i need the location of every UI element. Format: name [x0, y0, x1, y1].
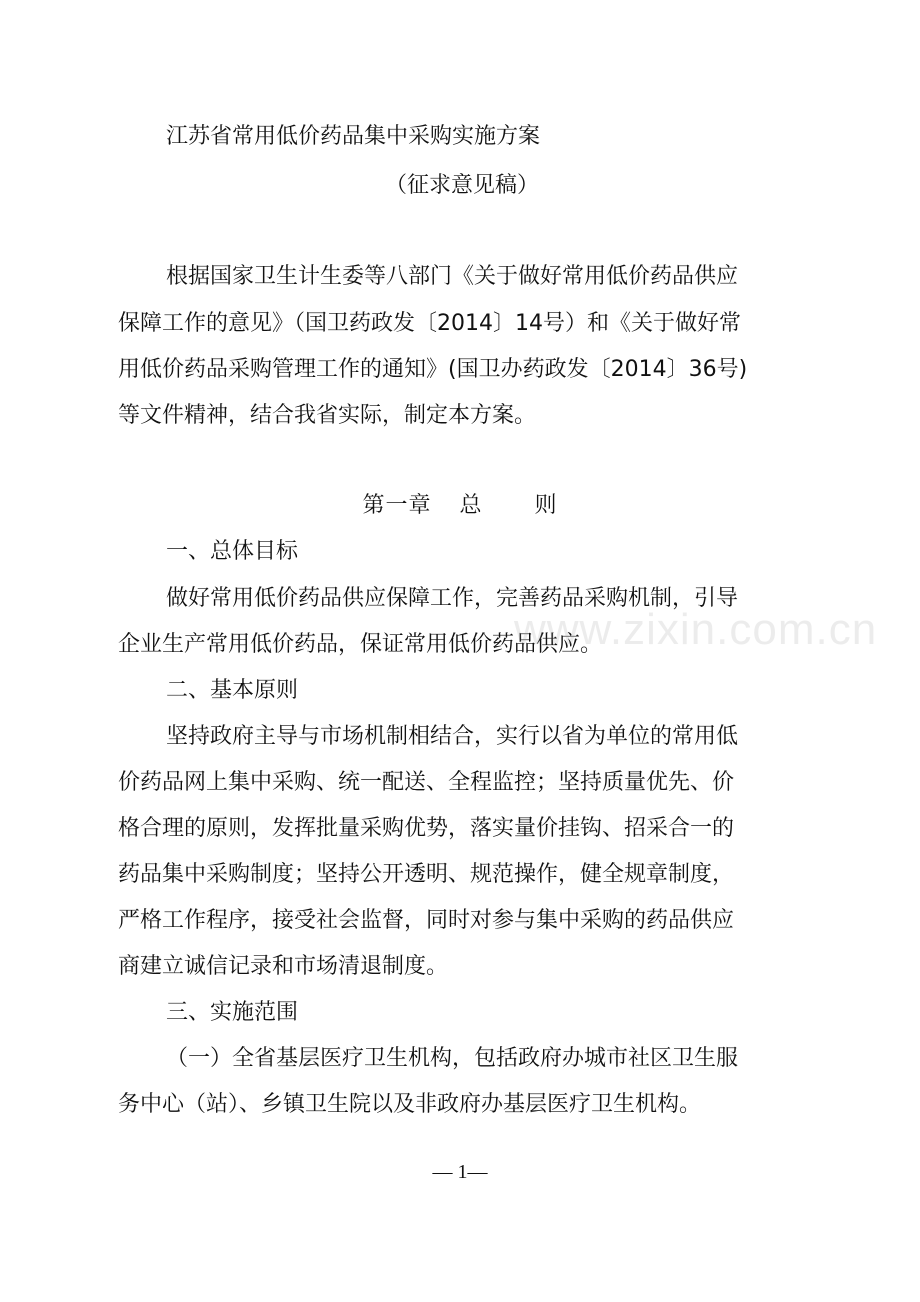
intro-line: 等文件精神，结合我省实际，制定本方案。 [118, 403, 537, 428]
paragraph-line: 做好常用低价药品供应保障工作，完善药品采购机制，引导 [166, 586, 739, 611]
section-heading: 一、总体目标 [166, 539, 299, 564]
paragraph-line: （一）全省基层医疗卫生机构，包括政府办城市社区卫生服 [166, 1046, 739, 1071]
section-heading: 二、基本原则 [166, 678, 299, 703]
intro-line: 根据国家卫生计生委等八部门《关于做好常用低价药品供应 [166, 264, 739, 289]
chapter-title-part: 总 [459, 493, 483, 518]
document-subtitle: （征求意见稿） [384, 173, 539, 198]
paragraph-line: 格合理的原则，发挥批量采购优势，落实量价挂钩、招采合一的 [118, 816, 735, 841]
chapter-label: 第一章 [362, 493, 432, 518]
paragraph-line: 务中心（站）、乡镇卫生院以及非政府办基层医疗卫生机构。 [118, 1092, 702, 1117]
paragraph-line: 企业生产常用低价药品，保证常用低价药品供应。 [118, 632, 603, 657]
paragraph-line: 严格工作程序，接受社会监督，同时对参与集中采购的药品供应 [118, 908, 735, 933]
paragraph-line: 商建立诚信记录和市场清退制度。 [118, 954, 449, 979]
chapter-heading [0, 491, 920, 521]
watermark-text: www.zixin.com.cn [514, 605, 878, 654]
chapter-title-part: 则 [534, 493, 558, 518]
paragraph-line: 价药品网上集中采购、统一配送、全程监控；坚持质量优先、价 [118, 770, 735, 795]
intro-line: 用低价药品采购管理工作的通知》(国卫办药政发〔2014〕36号) [118, 357, 748, 382]
paragraph-line: 坚持政府主导与市场机制相结合，实行以省为单位的常用低 [166, 724, 739, 749]
paragraph-line: 药品集中采购制度；坚持公开透明、规范操作，健全规章制度， [118, 862, 735, 887]
page-number: — 1— [432, 1161, 488, 1183]
document-title: 江苏省常用低价药品集中采购实施方案 [166, 124, 541, 149]
intro-line: 保障工作的意见》（国卫药政发〔2014〕14号）和《关于做好常 [118, 311, 741, 336]
section-heading: 三、实施范围 [166, 1000, 299, 1025]
